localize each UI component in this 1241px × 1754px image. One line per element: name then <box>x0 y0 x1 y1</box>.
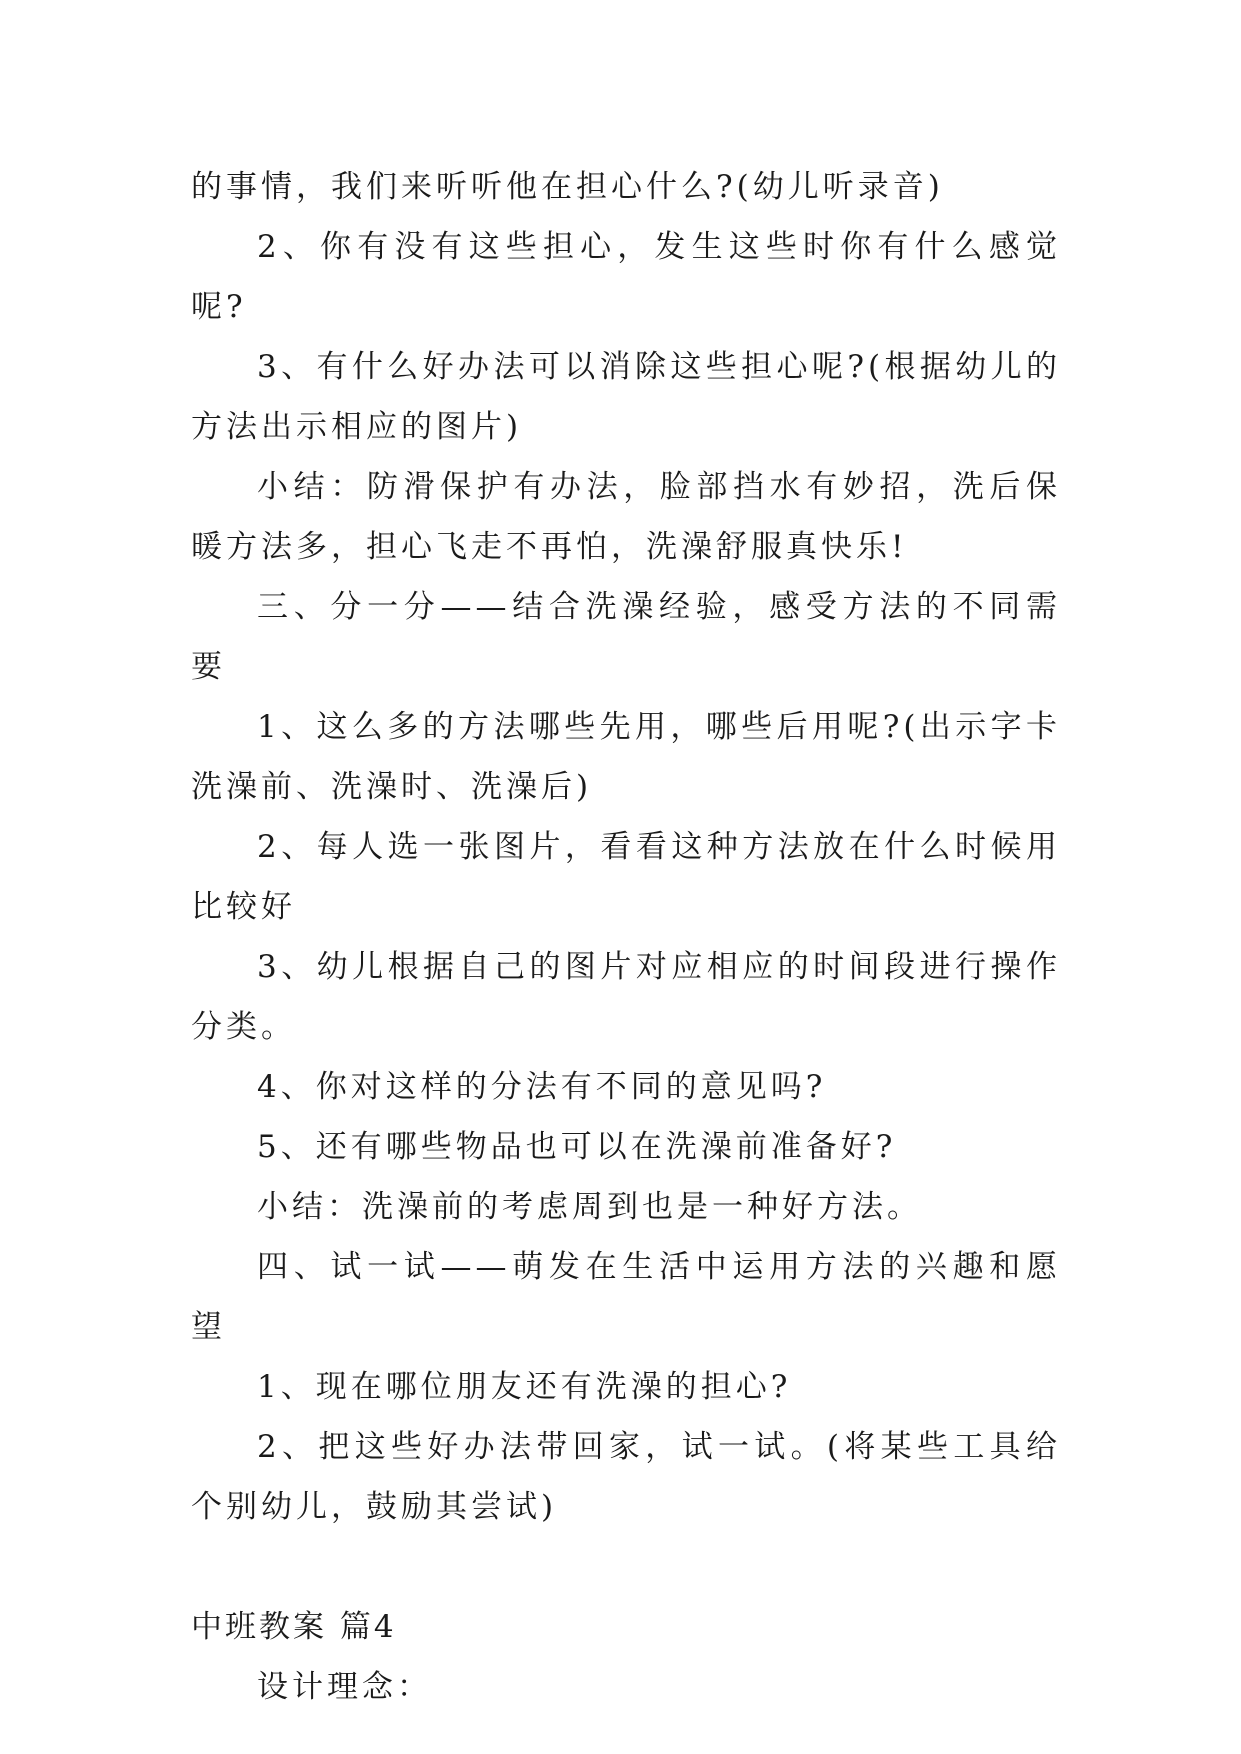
section-first-line: 设计理念： <box>257 1669 432 1705</box>
paragraph-step3-item-2: 2、每人选一张图片，看看这种方法放在什么时候用比较好 <box>191 829 1061 925</box>
paragraph-step-three: 三、分一分——结合洗澡经验，感受方法的不同需要 <box>191 589 1061 685</box>
paragraph-step3-item-5: 5、还有哪些物品也可以在洗澡前准备好? <box>257 1129 897 1165</box>
paragraph-summary-1: 小结：防滑保护有办法，脸部挡水有妙招，洗后保暖方法多，担心飞走不再怕，洗澡舒服真快乐! <box>191 469 1061 565</box>
paragraph-step3-item-4: 4、你对这样的分法有不同的意见吗? <box>257 1069 827 1105</box>
paragraph-step3-item-1: 1、这么多的方法哪些先用，哪些后用呢?(出示字卡洗澡前、洗澡时、洗澡后) <box>191 709 1061 805</box>
paragraph-step4-item-1: 1、现在哪位朋友还有洗澡的担心? <box>257 1369 792 1405</box>
document-body <box>191 157 1061 1717</box>
paragraph-summary-2: 小结：洗澡前的考虑周到也是一种好方法。 <box>257 1189 922 1225</box>
paragraph-step-four: 四、试一试——萌发在生活中运用方法的兴趣和愿望 <box>191 1249 1061 1345</box>
paragraph-step4-item-2: 2、把这些好办法带回家，试一试。(将某些工具给个别幼儿，鼓励其尝试) <box>191 1429 1061 1525</box>
section-heading: 中班教案 篇4 <box>191 1609 397 1645</box>
paragraph-continuation: 的事情，我们来听听他在担心什么?(幼儿听录音) <box>191 169 944 205</box>
paragraph-step3-item-3: 3、幼儿根据自己的图片对应相应的时间段进行操作分类。 <box>191 949 1061 1045</box>
paragraph-question-3: 3、有什么好办法可以消除这些担心呢?(根据幼儿的方法出示相应的图片) <box>191 349 1061 445</box>
paragraph-question-2: 2、你有没有这些担心，发生这些时你有什么感觉呢? <box>191 229 1061 325</box>
